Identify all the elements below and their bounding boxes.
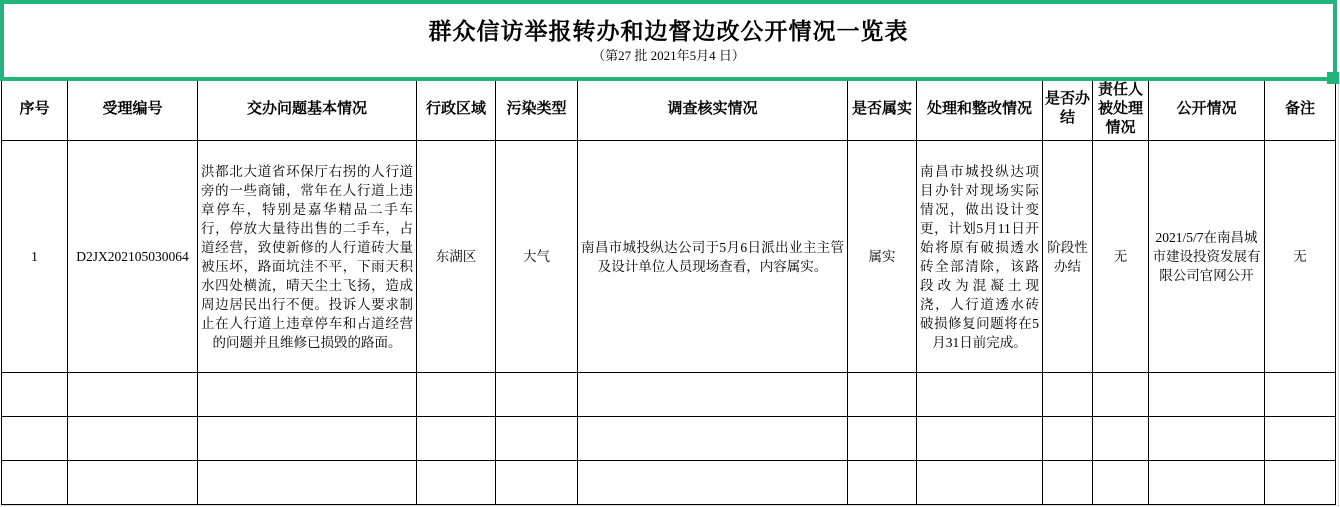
cell-rectification[interactable]: 南昌市城投纵达项目办针对现场实际情况，做出设计变更，计划5月11日开始将原有破损透水砖全部清除，该路段改为混凝土现浇，人行道透水砖破损修复问题将在5月31日前完成。 bbox=[917, 141, 1043, 373]
col-header-investigation[interactable]: 调查核实情况 bbox=[578, 78, 848, 141]
empty-cell[interactable] bbox=[848, 373, 917, 417]
empty-cell[interactable] bbox=[917, 417, 1043, 461]
empty-cell[interactable] bbox=[1043, 373, 1093, 417]
cell-closed-status[interactable]: 阶段性办结 bbox=[1043, 141, 1093, 373]
gridline-horizontal bbox=[0, 505, 1340, 506]
cell-problem-summary[interactable]: 洪都北大道省环保厅右拐的人行道旁的一些商铺，常年在人行道上违章停车，特别是嘉华精品二手车行，停放大量待出售的二手车，占道经营，致使新修的人行道砖大量被压坏，路面坑洼不平，下雨天积水四处横流，晴天尘土飞扬，造成周边居民出行不便。投诉人要求制止在人行道上违章停车和占道经营的问题并且维修已损毁的路面。 bbox=[198, 141, 417, 373]
empty-cell[interactable] bbox=[1043, 417, 1093, 461]
cell-verified[interactable]: 属实 bbox=[848, 141, 917, 373]
col-header-rectification[interactable]: 处理和整改情况 bbox=[917, 78, 1043, 141]
cell-district[interactable]: 东湖区 bbox=[417, 141, 496, 373]
empty-cell[interactable] bbox=[1265, 461, 1336, 505]
empty-cell[interactable] bbox=[198, 417, 417, 461]
cell-serial-number[interactable]: 1 bbox=[2, 141, 68, 373]
empty-cell[interactable] bbox=[496, 461, 578, 505]
empty-cell[interactable] bbox=[578, 461, 848, 505]
col-header-case-number[interactable]: 受理编号 bbox=[68, 78, 198, 141]
cell-disclosure[interactable]: 2021/5/7在南昌城市建设投资发展有限公司官网公开 bbox=[1149, 141, 1265, 373]
empty-cell[interactable] bbox=[917, 461, 1043, 505]
empty-cell[interactable] bbox=[496, 373, 578, 417]
col-header-accountability[interactable]: 责任人被处理情况 bbox=[1093, 78, 1149, 141]
cell-accountability[interactable]: 无 bbox=[1093, 141, 1149, 373]
empty-cell[interactable] bbox=[2, 373, 68, 417]
empty-cell[interactable] bbox=[68, 373, 198, 417]
empty-cell[interactable] bbox=[1149, 461, 1265, 505]
empty-cell[interactable] bbox=[578, 417, 848, 461]
empty-cell[interactable] bbox=[2, 417, 68, 461]
empty-cell[interactable] bbox=[1265, 417, 1336, 461]
page-subtitle: （第27 批 2021年5月4 日） bbox=[592, 47, 745, 63]
selection-border bbox=[0, 0, 1337, 81]
col-header-pollution-type[interactable]: 污染类型 bbox=[496, 78, 578, 141]
col-header-problem-summary[interactable]: 交办问题基本情况 bbox=[198, 78, 417, 141]
table-row-empty bbox=[2, 417, 1336, 461]
empty-cell[interactable] bbox=[68, 461, 198, 505]
col-header-verified[interactable]: 是否属实 bbox=[848, 78, 917, 141]
cell-case-number[interactable]: D2JX202105030064 bbox=[68, 141, 198, 373]
report-table bbox=[1, 77, 1336, 505]
table-row-empty bbox=[2, 373, 1336, 417]
empty-cell[interactable] bbox=[1093, 461, 1149, 505]
empty-cell[interactable] bbox=[1093, 417, 1149, 461]
selection-handle[interactable] bbox=[1327, 72, 1339, 84]
cell-remarks[interactable]: 无 bbox=[1265, 141, 1336, 373]
empty-cell[interactable] bbox=[1149, 417, 1265, 461]
col-header-disclosure[interactable]: 公开情况 bbox=[1149, 78, 1265, 141]
empty-cell[interactable] bbox=[917, 373, 1043, 417]
empty-cell[interactable] bbox=[1149, 373, 1265, 417]
empty-cell[interactable] bbox=[578, 373, 848, 417]
empty-cell[interactable] bbox=[198, 373, 417, 417]
empty-cell[interactable] bbox=[848, 461, 917, 505]
col-header-remarks[interactable]: 备注 bbox=[1265, 78, 1336, 141]
cell-pollution-type[interactable]: 大气 bbox=[496, 141, 578, 373]
page-title: 群众信访举报转办和边督边改公开情况一览表 bbox=[428, 18, 909, 44]
empty-cell[interactable] bbox=[417, 461, 496, 505]
empty-cell[interactable] bbox=[1043, 461, 1093, 505]
gridline-vertical bbox=[1338, 80, 1339, 507]
table-row-empty bbox=[2, 461, 1336, 505]
col-header-closed-status[interactable]: 是否办结 bbox=[1043, 78, 1093, 141]
empty-cell[interactable] bbox=[848, 417, 917, 461]
empty-cell[interactable] bbox=[417, 417, 496, 461]
empty-cell[interactable] bbox=[68, 417, 198, 461]
empty-cell[interactable] bbox=[496, 417, 578, 461]
cell-investigation[interactable]: 南昌市城投纵达公司于5月6日派出业主主管及设计单位人员现场查看，内容属实。 bbox=[578, 141, 848, 373]
header-row bbox=[2, 78, 1336, 141]
col-header-district[interactable]: 行政区域 bbox=[417, 78, 496, 141]
empty-cell[interactable] bbox=[1265, 373, 1336, 417]
empty-cell[interactable] bbox=[417, 373, 496, 417]
empty-cell[interactable] bbox=[1093, 373, 1149, 417]
col-header-serial-number[interactable]: 序号 bbox=[2, 78, 68, 141]
empty-cell[interactable] bbox=[2, 461, 68, 505]
table-row bbox=[2, 141, 1336, 373]
empty-cell[interactable] bbox=[198, 461, 417, 505]
